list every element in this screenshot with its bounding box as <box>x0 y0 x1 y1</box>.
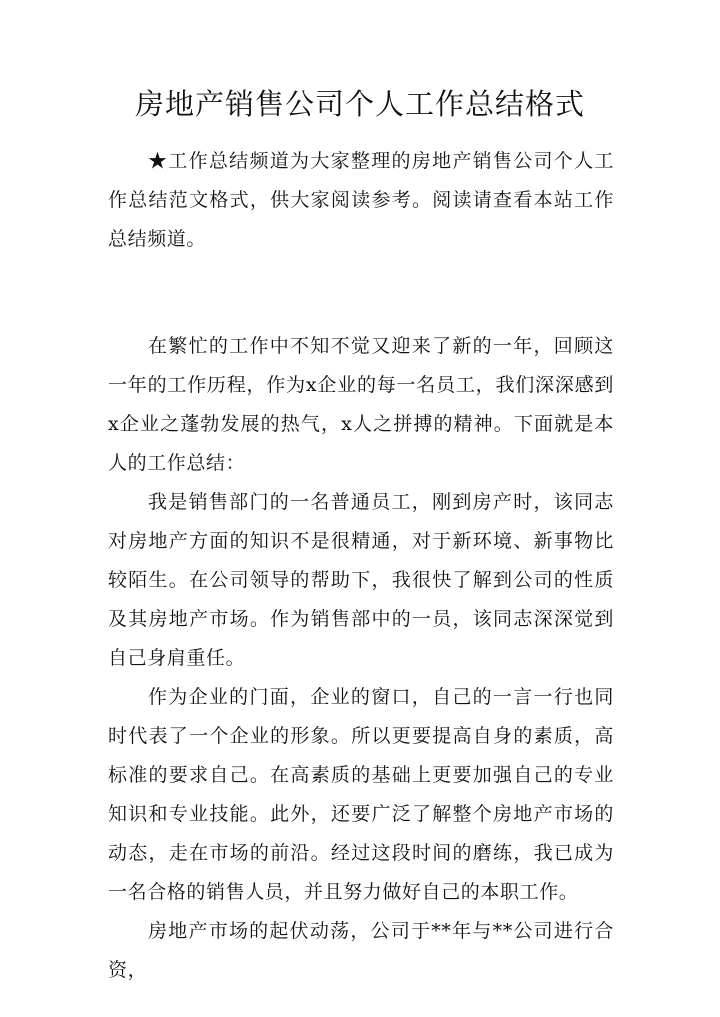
body-section <box>108 327 614 990</box>
paragraph-3: 作为企业的门面，企业的窗口，自己的一言一行也同时代表了一个企业的形象。所以更要提高自身的素质，高标准的要求自己。在高素质的基础上更要加强自己的专业知识和专业技能。此外，还要广泛了解整个房地产市场的动态，走在市场的前沿。经过这段时间的磨练，我已成为一名合格的销售人员，并且努力做好自己的本职工作。 <box>108 686 614 903</box>
intro-paragraph <box>108 142 614 259</box>
document-title: 房地产销售公司个人工作总结格式 <box>134 87 585 121</box>
intro-text: ★工作总结频道为大家整理的房地产销售公司个人工作总结范文格式，供大家阅读参考。阅读请查看本站工作总结频道。 <box>108 150 614 250</box>
paragraph-2: 我是销售部门的一名普通员工，刚到房产时，该同志对房地产方面的知识不是很精通，对于新环境、新事物比较陌生。在公司领导的帮助下，我很快了解到公司的性质及其房地产市场。作为销售部中的一员，该同志深深觉到自己身肩重任。 <box>108 491 614 669</box>
paragraph-4: 房地产市场的起伏动荡，公司于**年与**公司进行合资， <box>108 920 614 981</box>
paragraph-1: 在繁忙的工作中不知不觉又迎来了新的一年，回顾这一年的工作历程，作为x企业的每一名员工，我们深深感到x企业之蓬勃发展的热气，x人之拼搏的精神。下面就是本人的工作总结： <box>108 335 614 474</box>
